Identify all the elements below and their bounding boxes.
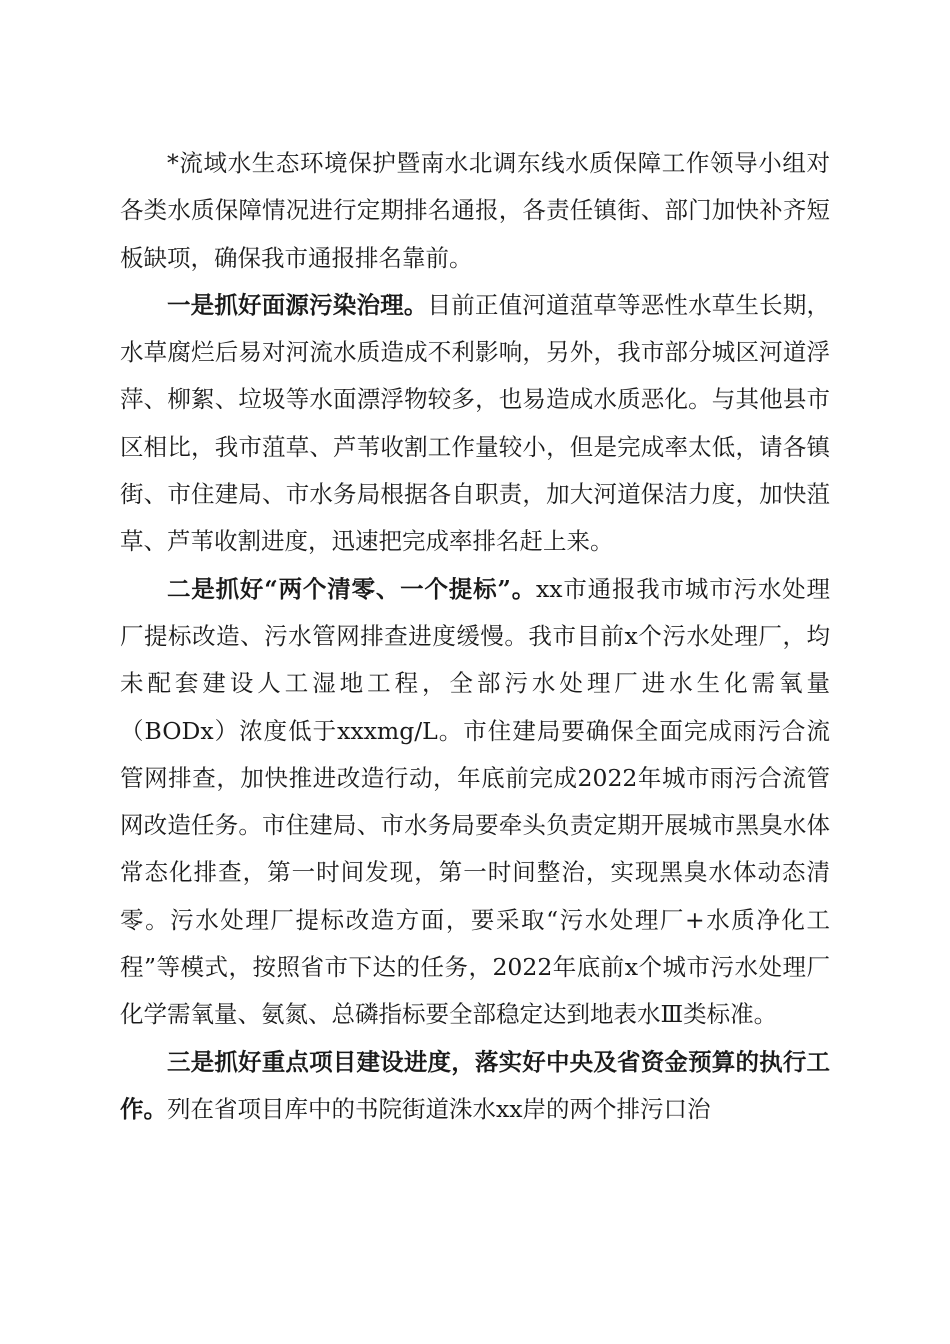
paragraph-point-three: [120, 1039, 830, 1134]
paragraph-point-one-text: 目前正值河道菹草等恶性水草生长期，水草腐烂后易对河流水质造成不利影响，另外，我市部分城区河道浮萍、柳絮、垃圾等水面漂浮物较多，也易造成水质恶化。与其他县市区相比，我市菹草、芦苇收割工作量较小，但是完成率太低，请各镇街、市住建局、市水务局根据各自职责，加大河道保洁力度，加快菹草、芦苇收割进度，迅速把完成率排名赶上来。: [120, 290, 831, 556]
document-body: [120, 140, 830, 1133]
paragraph-intro: [120, 140, 830, 282]
paragraph-point-three-text: 列在省项目库中的书院街道洙水xx岸的两个排污口治: [167, 1094, 711, 1123]
paragraph-point-one: [120, 282, 830, 566]
paragraph-point-two: [120, 566, 830, 1039]
paragraph-point-one-heading: 一是抓好面源污染治理。: [167, 290, 428, 319]
paragraph-point-two-heading: 二是抓好“两个清零、一个提标”。: [167, 574, 537, 603]
paragraph-point-three-heading: 三是抓好重点项目建设进度，落实好中央及省资金预算的执行工作。: [120, 1047, 830, 1123]
paragraph-point-two-text: xx市通报我市城市污水处理厂提标改造、污水管网排查进度缓慢。我市目前x个污水处理厂，均未配套建设人工湿地工程，全部污水处理厂进水生化需氧量（BODx）浓度低于xxxmg/L。市住建局要确保全面完成雨污合流管网排查，加快推进改造行动，年底前完成2022年城市雨污合流管网改造任务。市住建局、市水务局要牵头负责定期开展城市黑臭水体常态化排查，第一时间发现，第一时间整治，实现黑臭水体动态清零。污水处理厂提标改造方面，要采取“污水处理厂+水质净化工程”等模式，按照省市下达的任务，2022年底前x个城市污水处理厂化学需氧量、氨氮、总磷指标要全部稳定达到地表水Ⅲ类标准。: [120, 574, 830, 1029]
paragraph-intro-text: *流域水生态环境保护暨南水北调东线水质保障工作领导小组对各类水质保障情况进行定期排名通报，各责任镇街、部门加快补齐短板缺项，确保我市通报排名靠前。: [120, 149, 830, 272]
